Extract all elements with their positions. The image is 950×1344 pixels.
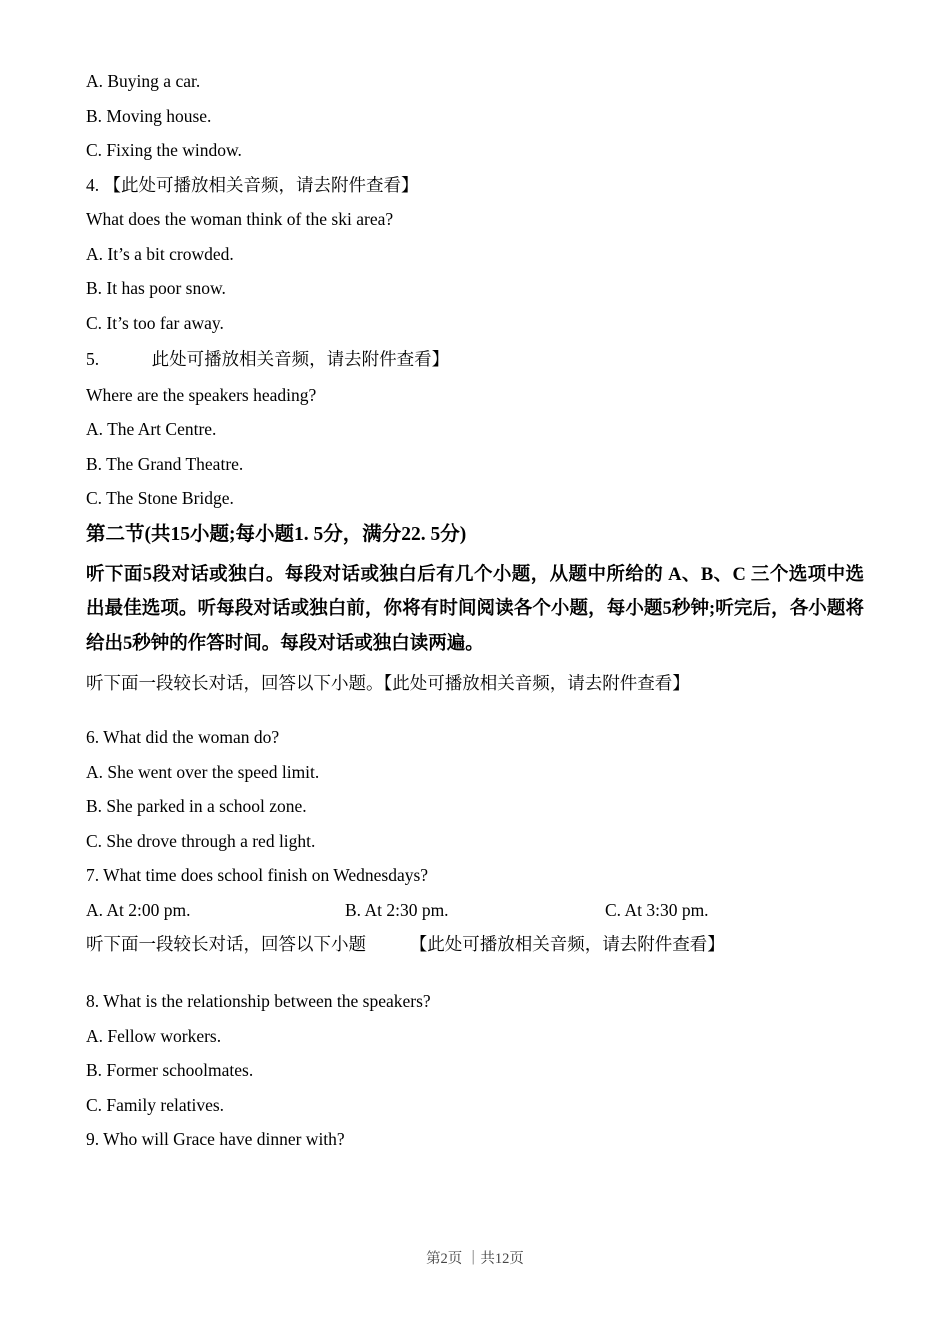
option: C. It’s too far away.	[86, 312, 224, 333]
option: A. It’s a bit crowded.	[86, 243, 234, 264]
option: C. At 3:30 pm.	[605, 899, 709, 920]
option: B. Moving house.	[86, 105, 212, 126]
option: A. Fellow workers.	[86, 1025, 222, 1046]
option: B. Former schoolmates.	[86, 1060, 254, 1080]
question: 9. Who will Grace have dinner with?	[86, 1129, 345, 1149]
option: A. She went over the speed limit.	[86, 761, 320, 782]
page-number: 第2页 ｜共12页	[426, 1251, 524, 1267]
audio-placeholder: 4. 【此处可播放相关音频，请去附件查看】	[86, 174, 419, 195]
question: Where are the speakers heading?	[86, 384, 317, 405]
question: What does the woman think of the ski area?	[86, 209, 394, 229]
audio-placeholder: 听下面一段较长对话，回答以下小题。【此处可播放相关音频，请去附件查看】	[86, 673, 690, 693]
section-instructions: 听下面5段对话或独白。每段对话或独白后有几个小题，从题中所给的 A、B、C 三个选项中选出最佳选项。听每段对话或独白前，你将有时间阅读各个小题，每小题5秒钟;听完后，各小题将给出5秒钟的作答时间。每段对话或独白读两遍。	[86, 564, 864, 654]
option: C. Fixing the window.	[86, 140, 242, 160]
audio-placeholder: 听下面一段较长对话，回答以下小题 【此处可播放相关音频，请去附件查看】	[86, 934, 725, 954]
option: A. The Art Centre.	[86, 419, 217, 439]
options-row	[86, 899, 864, 922]
option: A. At 2:00 pm.	[86, 899, 191, 920]
option: C. Family relatives.	[86, 1094, 225, 1115]
option: B. The Grand Theatre.	[86, 453, 244, 474]
option: A. Buying a car.	[86, 71, 201, 91]
question: 8. What is the relationship between the speakers?	[86, 991, 431, 1011]
question: 6. What did the woman do?	[86, 727, 280, 747]
option: B. At 2:30 pm.	[345, 899, 449, 920]
option: C. The Stone Bridge.	[86, 488, 234, 508]
section-heading: 第二节(共15小题;每小题1. 5分，满分22. 5分)	[86, 523, 467, 545]
page-footer	[0, 1247, 950, 1268]
question: 7. What time does school finish on Wednesdays?	[86, 865, 429, 885]
audio-placeholder: 5. 此处可播放相关音频，请去附件查看】	[86, 348, 450, 369]
option: C. She drove through a red light.	[86, 830, 316, 851]
option: B. She parked in a school zone.	[86, 796, 307, 816]
option: B. It has poor snow.	[86, 278, 226, 298]
